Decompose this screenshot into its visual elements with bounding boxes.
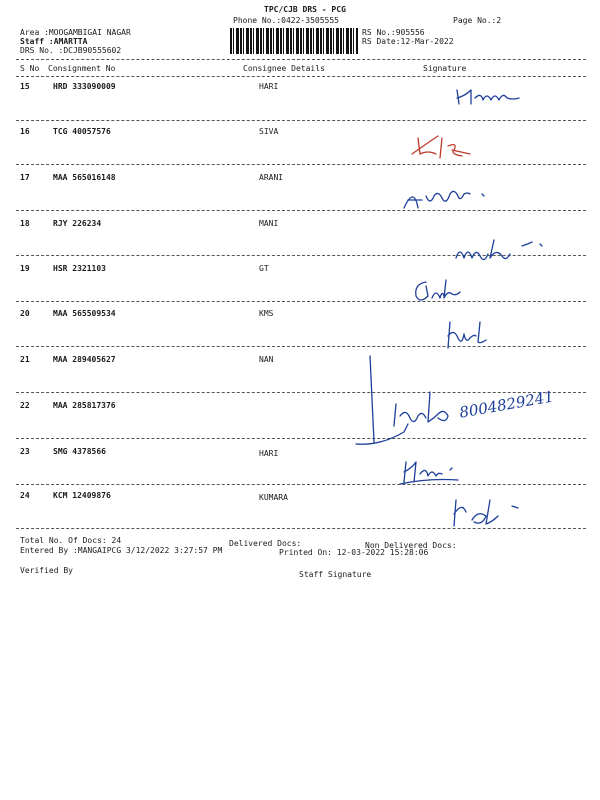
row-consignment: MAA 565509534	[53, 309, 116, 318]
row-divider	[16, 484, 586, 485]
row-sno: 20	[20, 309, 30, 318]
row-sno: 16	[20, 127, 30, 136]
row-consignee: HARI	[259, 82, 279, 91]
row-consignee: ARANI	[259, 173, 284, 182]
row-sno: 22	[20, 401, 30, 410]
row-consignment: TCG 40057576	[53, 127, 111, 136]
verified-by: Verified By	[20, 566, 73, 575]
signature-19	[412, 276, 472, 306]
drs-number: DRS No. :DCJB90555602	[20, 46, 122, 55]
signature-20	[442, 318, 502, 352]
document-title: TPC/CJB DRS - PCG	[264, 5, 346, 14]
row-consignee: GT	[259, 264, 269, 273]
column-header-consignee: Consignee Details	[243, 64, 325, 73]
row-sno: 15	[20, 82, 30, 91]
row-consignee: KUMARA	[259, 493, 288, 502]
row-consignment: SMG 4378566	[53, 447, 106, 456]
column-header-signature: Signature	[423, 64, 467, 73]
row-consignment: RJY 226234	[53, 219, 102, 228]
non-delivered-docs: Non Delivered Docs:	[365, 541, 457, 550]
barcode	[230, 28, 358, 54]
signature-16	[408, 132, 488, 162]
row-consignee: KMS	[259, 309, 274, 318]
row-divider	[16, 120, 586, 121]
row-consignee: SIVA	[259, 127, 279, 136]
rs-number: RS No.:905556	[362, 28, 425, 37]
row-sno: 23	[20, 447, 30, 456]
row-sno: 17	[20, 173, 30, 182]
row-consignment: KCM 12409876	[53, 491, 111, 500]
row-consignment: HRD 333090009	[53, 82, 116, 91]
entered-by: Entered By :MANGAIPCG 3/12/2022 3:27:57 PM	[20, 546, 223, 555]
column-header-sno: S No	[20, 64, 40, 73]
phone-number: Phone No.:0422-3505555	[233, 16, 339, 25]
area-label: Area :MOOGAMBIGAI NAGAR	[20, 28, 131, 37]
total-docs: Total No. Of Docs: 24	[20, 536, 122, 545]
row-divider	[16, 210, 586, 211]
signature-15	[455, 84, 535, 110]
row-consignment: MAA 289405627	[53, 355, 116, 364]
page-number: Page No.:2	[453, 16, 502, 25]
signature-17	[400, 184, 490, 214]
row-sno: 18	[20, 219, 30, 228]
row-consignee: HARI	[259, 449, 279, 458]
row-sno: 21	[20, 355, 30, 364]
row-divider	[16, 301, 586, 302]
rs-date: RS Date:12-Mar-2022	[362, 37, 454, 46]
header-divider	[16, 59, 586, 60]
staff-label: Staff :AMARTTA	[20, 37, 88, 46]
signature-24	[450, 496, 540, 530]
column-header-divider	[16, 76, 586, 77]
row-consignee: MANI	[259, 219, 279, 228]
delivered-docs: Delivered Docs:	[229, 539, 302, 548]
printed-on: Printed On: 12-03-2022 15:28:06	[279, 548, 429, 557]
column-header-consignment: Consignment No	[48, 64, 116, 73]
signature-18	[452, 236, 552, 262]
row-consignment: MAA 565016148	[53, 173, 116, 182]
row-consignment: MAA 285817376	[53, 401, 116, 410]
handwritten-phone-number: 8004829241	[458, 387, 556, 422]
staff-signature-label: Staff Signature	[299, 570, 372, 579]
row-consignment: HSR 2321103	[53, 264, 106, 273]
signature-23	[398, 458, 478, 486]
row-divider	[16, 164, 586, 165]
row-sno: 19	[20, 264, 30, 273]
row-sno: 24	[20, 491, 30, 500]
row-consignee: NAN	[259, 355, 274, 364]
